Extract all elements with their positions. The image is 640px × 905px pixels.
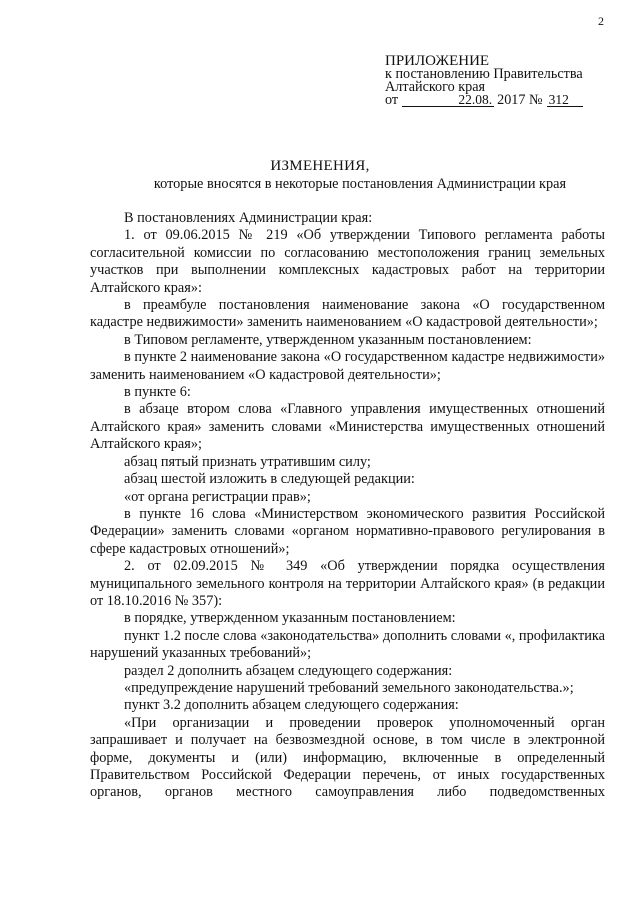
paragraph: в пункте 6: bbox=[124, 384, 191, 401]
paragraph: пункт 3.2 дополнить абзацем следующего содержания: bbox=[124, 697, 459, 714]
paragraph: абзац шестой изложить в следующей редакции: bbox=[124, 471, 415, 488]
appendix-region-line: Алтайского края bbox=[385, 79, 486, 95]
paragraph: в пункте 16 слова «Министерством экономического развития Российской Федерации» заменить словами «органом нормативно-правового регулирования в сфере кадастровых отношений»; bbox=[90, 505, 605, 557]
paragraph: «предупреждение нарушений требований земельного законодательства.»; bbox=[124, 679, 574, 696]
paragraph: в Типовом регламенте, утвержденном указанным постановлением: bbox=[124, 331, 532, 348]
paragraph: 1. от 09.06.2015 № 219 «Об утверждении Типового регламента работы согласительной комиссии по согласованию местоположения границ земельных участков при выполнении комплексных кадастровых работ на территории Алтайского края»: bbox=[90, 227, 605, 296]
paragraph: в преамбуле постановления наименование закона «О государственном кадастре недвижимости» заменить наименованием «О кадастровой деятельности»; bbox=[90, 297, 605, 331]
document-body bbox=[90, 210, 605, 802]
page-number: 2 bbox=[598, 14, 604, 28]
paragraph: раздел 2 дополнить абзацем следующего содержания: bbox=[124, 662, 453, 679]
paragraph: В постановлениях Администрации края: bbox=[124, 210, 373, 226]
appendix-number-blank bbox=[547, 92, 583, 107]
appendix-date: 22.08. bbox=[458, 92, 493, 107]
appendix-year: 2017 № bbox=[497, 92, 543, 108]
paragraph: в порядке, утвержденном указанным постановлением: bbox=[124, 610, 456, 627]
paragraph: пункт 1.2 после слова «законодательства» дополнить словами «, профилактика нарушений указанных требований»; bbox=[90, 627, 605, 662]
document-title: ИЗМЕНЕНИЯ, bbox=[270, 158, 370, 174]
paragraph: 2. от 02.09.2015 № 349 «Об утверждении порядка осуществления муниципального земельного контроля на территории Алтайского края» (в редакции от 18.10.2016 № 357): bbox=[90, 558, 605, 609]
document-subtitle: которые вносятся в некоторые постановления Администрации края bbox=[153, 176, 567, 192]
appendix-label: ПРИЛОЖЕНИЕ bbox=[385, 53, 490, 69]
paragraph: «от органа регистрации прав»; bbox=[124, 488, 311, 505]
paragraph: «При организации и проведении проверок уполномоченный орган запрашивает и получает на безвозмездной основе, в том числе в электронной форме, документы и (или) информацию, включенные в определенный Правительством Российской Федерации перечень, от иных государственных органов, органов местного самоуправления либо подведомственных bbox=[90, 714, 605, 801]
paragraph: в пункте 2 наименование закона «О государственном кадастре недвижимости» заменить наименованием «О кадастровой деятельности»; bbox=[90, 349, 605, 383]
appendix-header bbox=[385, 55, 583, 107]
appendix-date-blank bbox=[402, 92, 494, 107]
appendix-number: 312 bbox=[548, 92, 569, 107]
paragraph: в абзаце втором слова «Главного управления имущественных отношений Алтайского края» заменить словами «Министерства имущественных отношений Алтайского края»; bbox=[90, 401, 605, 453]
paragraph: абзац пятый признать утратившим силу; bbox=[124, 453, 371, 470]
appendix-date-prefix: от bbox=[385, 92, 399, 108]
appendix-resolution-line: к постановлению Правительства bbox=[385, 66, 583, 82]
appendix-date-number-line bbox=[385, 94, 583, 107]
